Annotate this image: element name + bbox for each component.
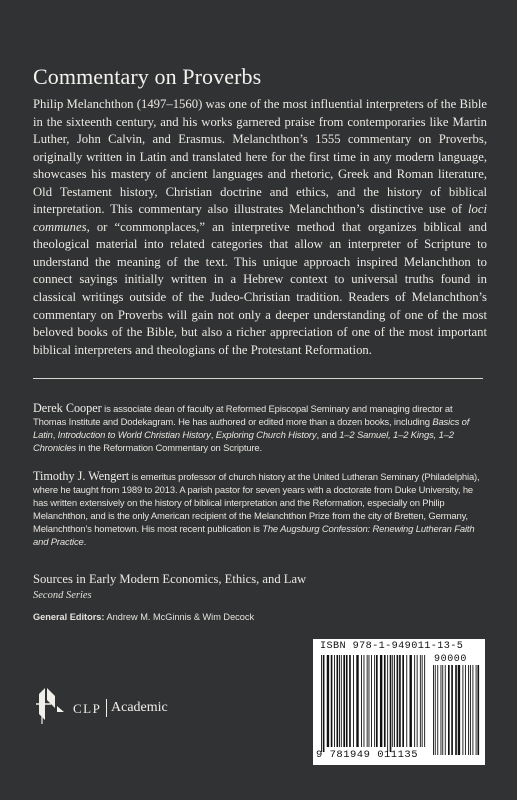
barcode-bar: [445, 665, 446, 755]
barcode-bar: [435, 665, 436, 755]
barcode-bar: [384, 655, 386, 747]
barcode-bar: [337, 655, 339, 747]
barcode-bar: [414, 655, 415, 747]
barcode-bar: [334, 655, 335, 747]
editors-label: General Editors:: [33, 612, 105, 622]
barcode-bar: [462, 665, 463, 755]
barcode-bar: [410, 655, 412, 747]
author-bio-wengert: [33, 470, 485, 549]
clp-emblem-icon: [33, 684, 69, 724]
book-title-italic: Exploring Church History: [215, 430, 317, 441]
ean-digits: 9 781949 011135: [316, 749, 419, 761]
barcode-bar: [455, 665, 457, 755]
barcode-bar: [424, 655, 425, 747]
barcode-bar: [420, 655, 421, 747]
barcode-bar: [399, 655, 401, 747]
barcode-bar: [402, 655, 404, 747]
barcode-bar: [361, 655, 362, 747]
barcode-bar: [465, 665, 466, 755]
barcode-bar: [470, 665, 471, 755]
series-subtitle: Second Series: [33, 590, 92, 601]
barcode-bar: [321, 655, 322, 752]
barcode-bar: [472, 665, 473, 755]
barcode-bar: [353, 655, 354, 747]
description-part-1: Philip Melanchthon (1497–1560) was one of the most influential interpreters of the Bible in the sixteenth century, and his works garnered praise from contemporaries like Martin Luther, John Calvin, and Erasmus. Melanchthon’s 1555 commentary on Proverbs, originally written in Latin and translated here for the first time in any modern language, showcases his mastery of ancient languages and rhetoric, Greek and Roman literature, Old Testament history, Christian doctrine and ethics, and the history of biblical interpretation. This commentary also illustrates Melanchthon’s distinctive use of: [33, 97, 487, 217]
barcode-bar: [397, 655, 399, 747]
barcode-bar: [356, 655, 358, 747]
barcode-bar: [327, 655, 329, 747]
book-title: Commentary on Proverbs: [33, 64, 262, 89]
editors-names: Andrew M. McGinnis & Wim Decock: [104, 612, 255, 622]
barcode-bar: [422, 655, 423, 747]
barcode-bar: [339, 655, 340, 747]
barcode-bar: [390, 655, 392, 752]
publisher-logo: [33, 684, 183, 724]
book-title-italic: Basics of Latin: [33, 417, 470, 441]
barcode-bar: [477, 665, 479, 755]
general-editors: [33, 612, 254, 622]
bio-text: ,: [210, 430, 216, 441]
series-name: Sources in Early Modern Economics, Ethics, and Law: [33, 572, 307, 586]
barcode-bar: [451, 665, 453, 755]
author-name-wengert: Timothy J. Wengert: [33, 469, 130, 483]
bio-text: , and: [316, 430, 340, 441]
book-title-italic: Introduction to World Christian History: [57, 430, 211, 441]
barcode-bar: [371, 655, 372, 747]
barcode-bar: [341, 655, 342, 747]
barcode-bar: [369, 655, 370, 747]
author-name-cooper: Derek Cooper: [33, 401, 102, 415]
barcode-bar: [468, 665, 469, 755]
book-description: [33, 96, 487, 359]
author-bio-cooper: [33, 402, 485, 455]
barcode-bar: [476, 665, 477, 755]
barcode-bar: [323, 655, 325, 752]
book-title-italic: 1–2 Samuel, 1–2 Kings, 1–2 Chronicles: [33, 430, 454, 454]
barcode-bar: [417, 655, 418, 747]
bio-text: ,: [52, 430, 58, 441]
barcode-bar: [437, 665, 438, 755]
barcode-bar: [331, 655, 333, 747]
barcode-bar: [343, 655, 345, 747]
logo-separator: [106, 699, 107, 717]
book-title-italic: The Augsburg Confession: Renewing Lutheran Faith and Practice: [33, 524, 475, 548]
description-italic-term: loci communes: [33, 202, 487, 234]
barcode-bar: [433, 665, 434, 755]
barcode-bar: [441, 665, 442, 755]
barcode-bar: [367, 655, 368, 747]
description-part-2: , or “commonplaces,” an interpretive method that organizes biblical and theological material into related categories that allow an interpreter of Scripture to understand the meaning of the text. This unique approach inspired Melanchthon to connect sayings initially written in a Hebrew context to universal truths found in classical writings outside of the Judeo-Christian tradition. Readers of Melanchthon’s commentary on Proverbs will gain not only a deeper understanding of one of the most beloved books of the Bible, but also a richer appreciation of one of the most important biblical interpreters and theologians of the Protestant Reformation.: [33, 219, 487, 357]
barcode-bar: [448, 665, 450, 755]
barcode-bar: [364, 655, 365, 747]
price-addon-digits: 90000: [434, 654, 468, 665]
barcode-bar: [374, 655, 375, 747]
logo-clp-text: CLP: [73, 701, 102, 716]
barcode-bar: [346, 655, 348, 747]
bio-text: .: [83, 537, 87, 548]
bio-text: is associate dean of faculty at Reformed Episcopal Seminary and managing director at Thomas Institute and Dodekagram. He has authored or edited more than a dozen books, including: [33, 404, 453, 428]
bio-text: in the Reformation Commentary on Scripture.: [76, 443, 262, 454]
barcode-bar: [380, 655, 382, 747]
barcode-bar: [392, 655, 393, 747]
logo-academic-text: Academic: [111, 700, 168, 715]
barcode-bar: [458, 665, 460, 755]
barcode-bar: [442, 665, 443, 755]
divider-rule: [33, 378, 483, 379]
barcode-bar: [394, 655, 395, 747]
barcode-bar: [376, 655, 378, 747]
bio-text: is emeritus professor of church history at the United Lutheran Seminary (Philadelphia), where he taught from 1989 to 2013. A parish pastor for seven years with a doctorate from Duke University, he has written extensively on the history of biblical interpretation and the Reformation, especially on Philip Melanchthon, and is the only American recipient of the Melanchthon Prize from the city of Bretten, Germany, Melanchthon’s hometown. His most recent publication is: [33, 472, 480, 535]
barcode-bar: [406, 655, 407, 747]
isbn-text: ISBN 978-1-949011-13-5: [320, 641, 464, 652]
barcode-bar: [387, 655, 388, 752]
barcode-bar: [349, 655, 351, 747]
